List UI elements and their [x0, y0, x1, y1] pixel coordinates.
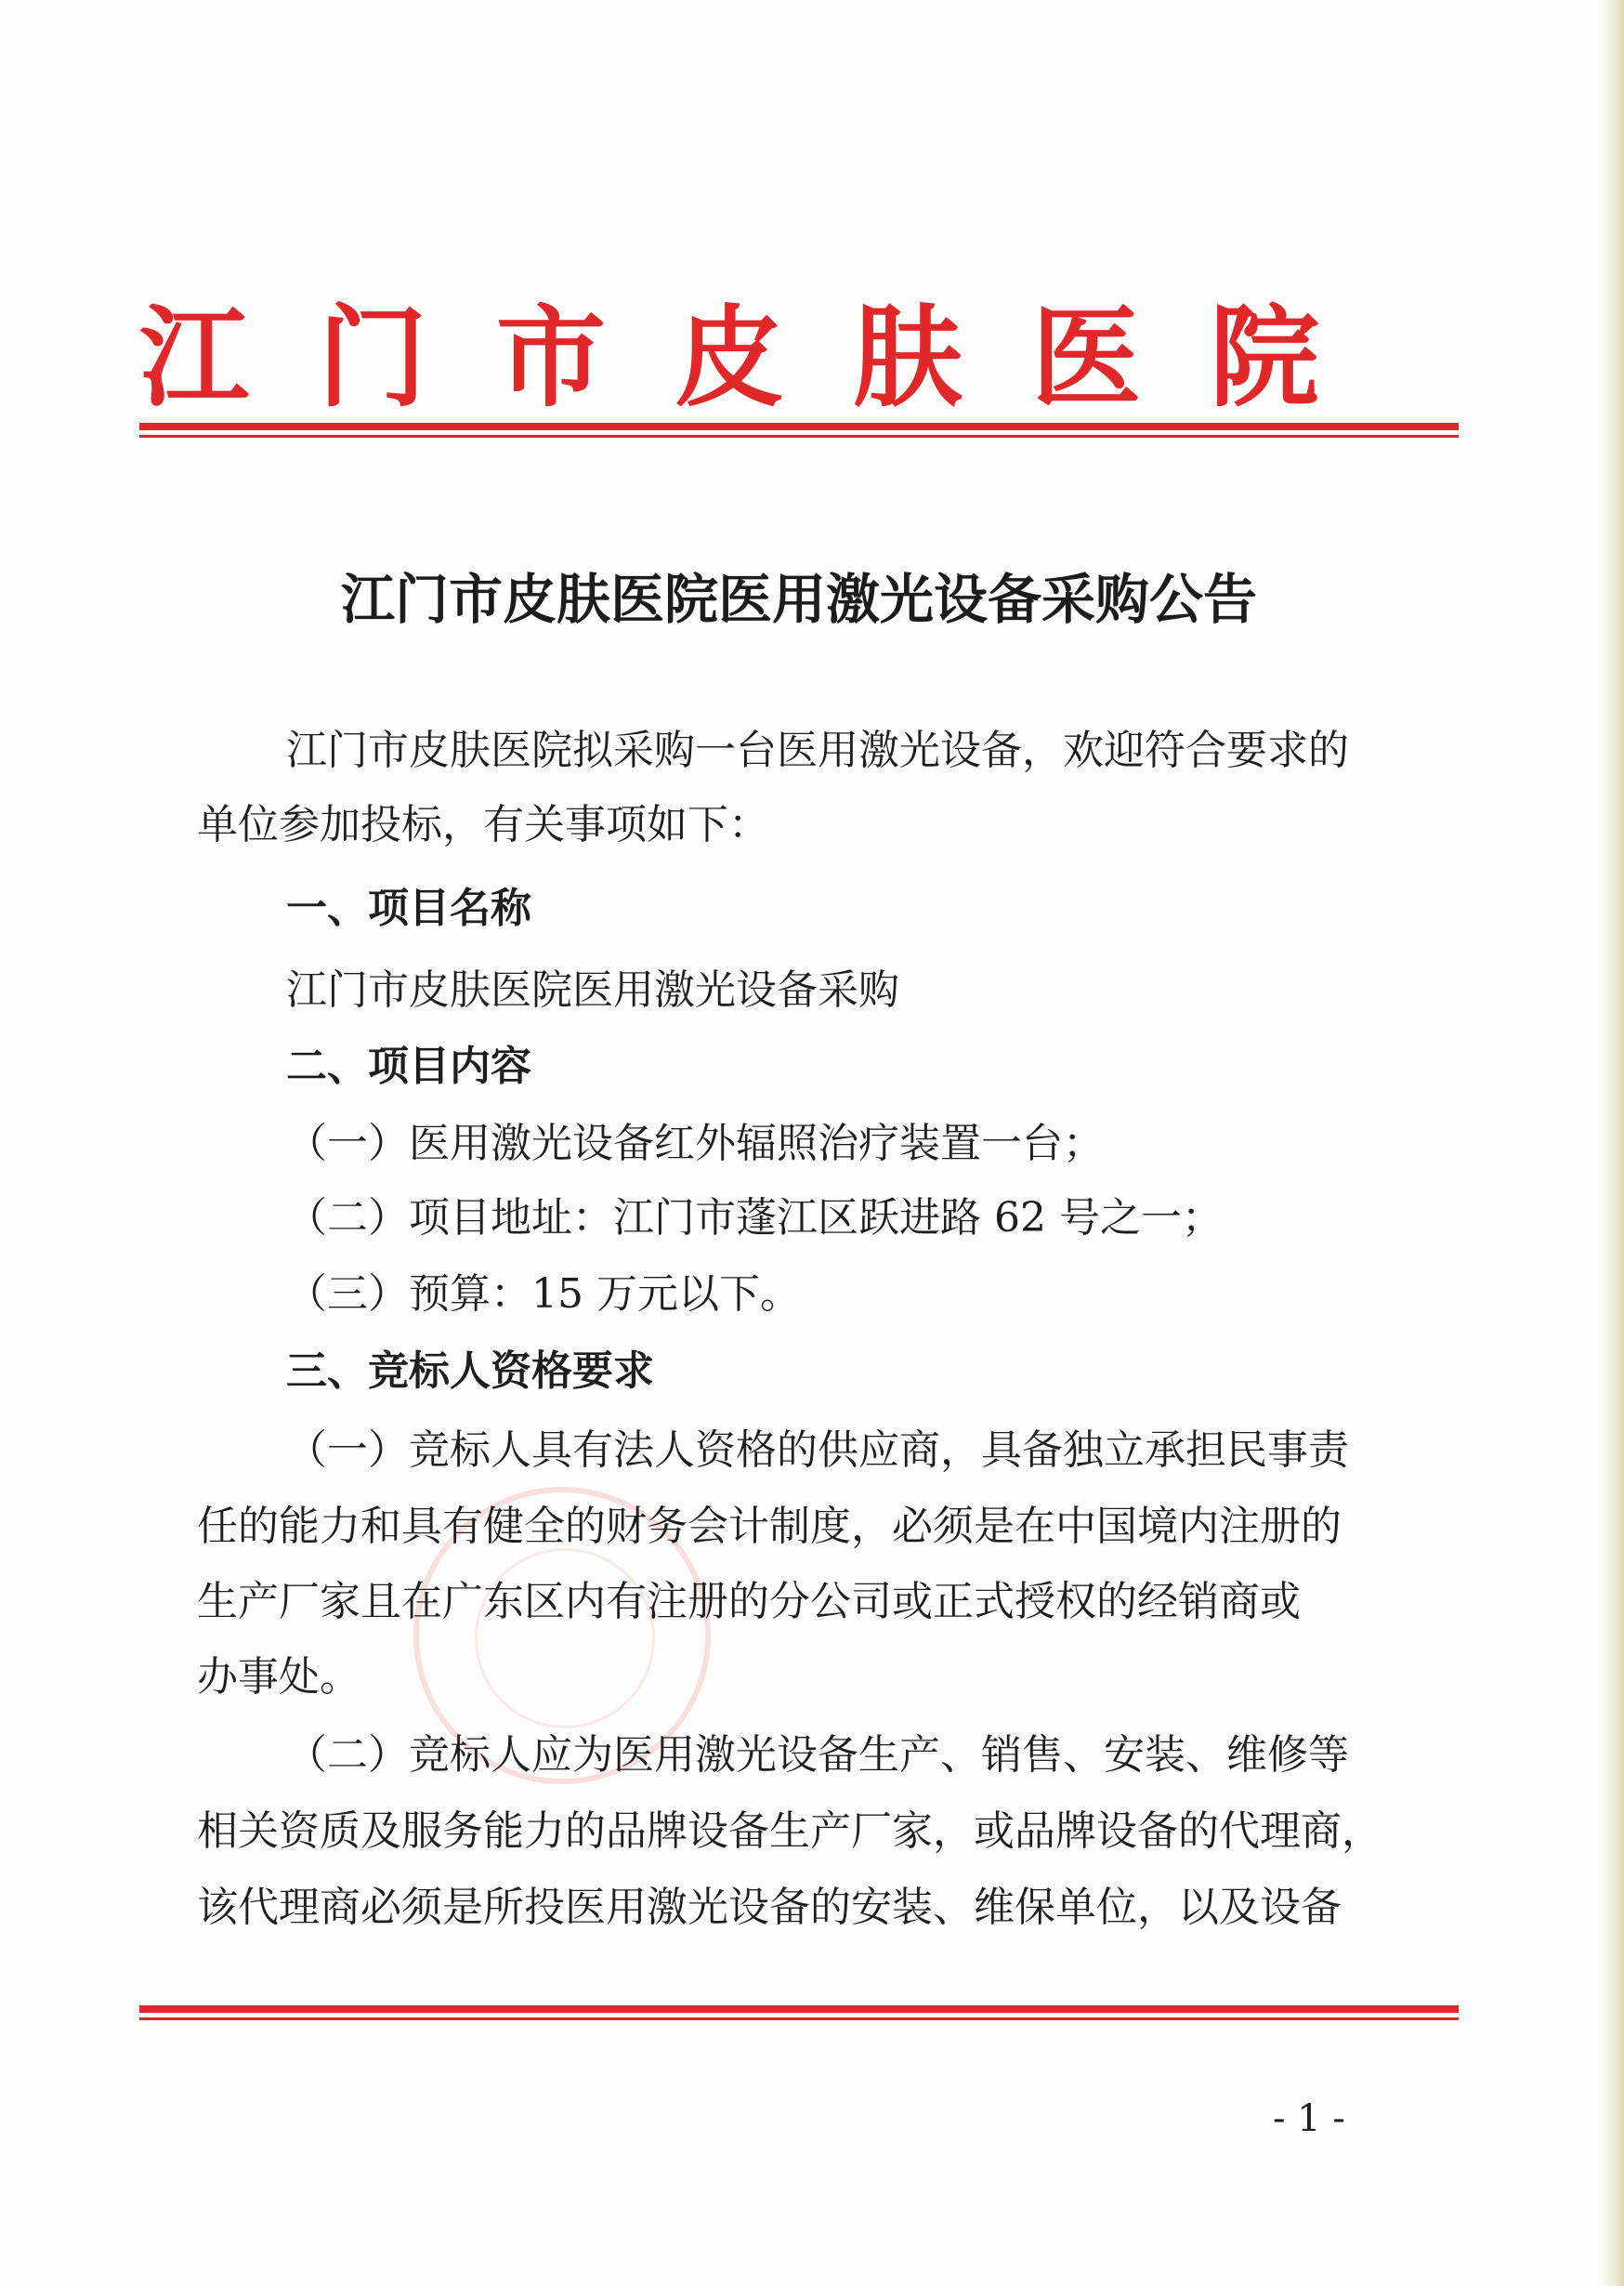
page-edge-shadow	[1600, 0, 1624, 2286]
section-2-heading: 二、项目内容	[286, 1043, 531, 1090]
section-3-para-1-line-3: 生产厂家且在广东区内有注册的分公司或正式授权的经销商或	[197, 1578, 1301, 1625]
intro-line-2: 单位参加投标，有关事项如下：	[197, 801, 769, 848]
section-3-para-1-line-4: 办事处。	[197, 1653, 360, 1701]
section-3-heading: 三、竞标人资格要求	[286, 1347, 654, 1395]
section-1-heading: 一、项目名称	[286, 885, 531, 932]
section-3-para-1-line-1: （一）竞标人具有法人资格的供应商，具备独立承担民事责	[286, 1426, 1349, 1474]
document-title: 江门市皮肤医院医用激光设备采购公告	[340, 568, 1257, 631]
footer-red-rule-thick	[139, 2005, 1459, 2013]
section-2-item-1: （一）医用激光设备红外辐照治疗装置一台；	[286, 1120, 1104, 1167]
section-2-item-2: （二）项目地址：江门市蓬江区跃进路 62 号之一；	[286, 1194, 1223, 1242]
letterhead-red-rule-thick	[139, 423, 1459, 430]
section-3-para-2-line-2: 相关资质及服务能力的品牌设备生产厂家，或品牌设备的代理商，	[197, 1807, 1382, 1855]
page-number: - 1 -	[1273, 2097, 1345, 2140]
section-1-body: 江门市皮肤医院医用激光设备采购	[286, 966, 899, 1014]
intro-line-1: 江门市皮肤医院拟采购一台医用激光设备，欢迎符合要求的	[286, 727, 1349, 774]
section-3-para-2-line-1: （二）竞标人应为医用激光设备生产、销售、安装、维修等	[286, 1731, 1349, 1779]
footer-red-rule-thin	[139, 2017, 1459, 2020]
section-3-para-2-line-3: 该代理商必须是所投医用激光设备的安装、维保单位，以及设备	[197, 1884, 1342, 1931]
letterhead-red-rule-thin	[139, 435, 1459, 438]
letterhead-org-name: 江门市皮肤医院	[139, 293, 1389, 422]
section-3-para-1-line-2: 任的能力和具有健全的财务会计制度，必须是在中国境内注册的	[197, 1503, 1342, 1550]
section-2-item-3: （三）预算：15 万元以下。	[286, 1270, 801, 1318]
